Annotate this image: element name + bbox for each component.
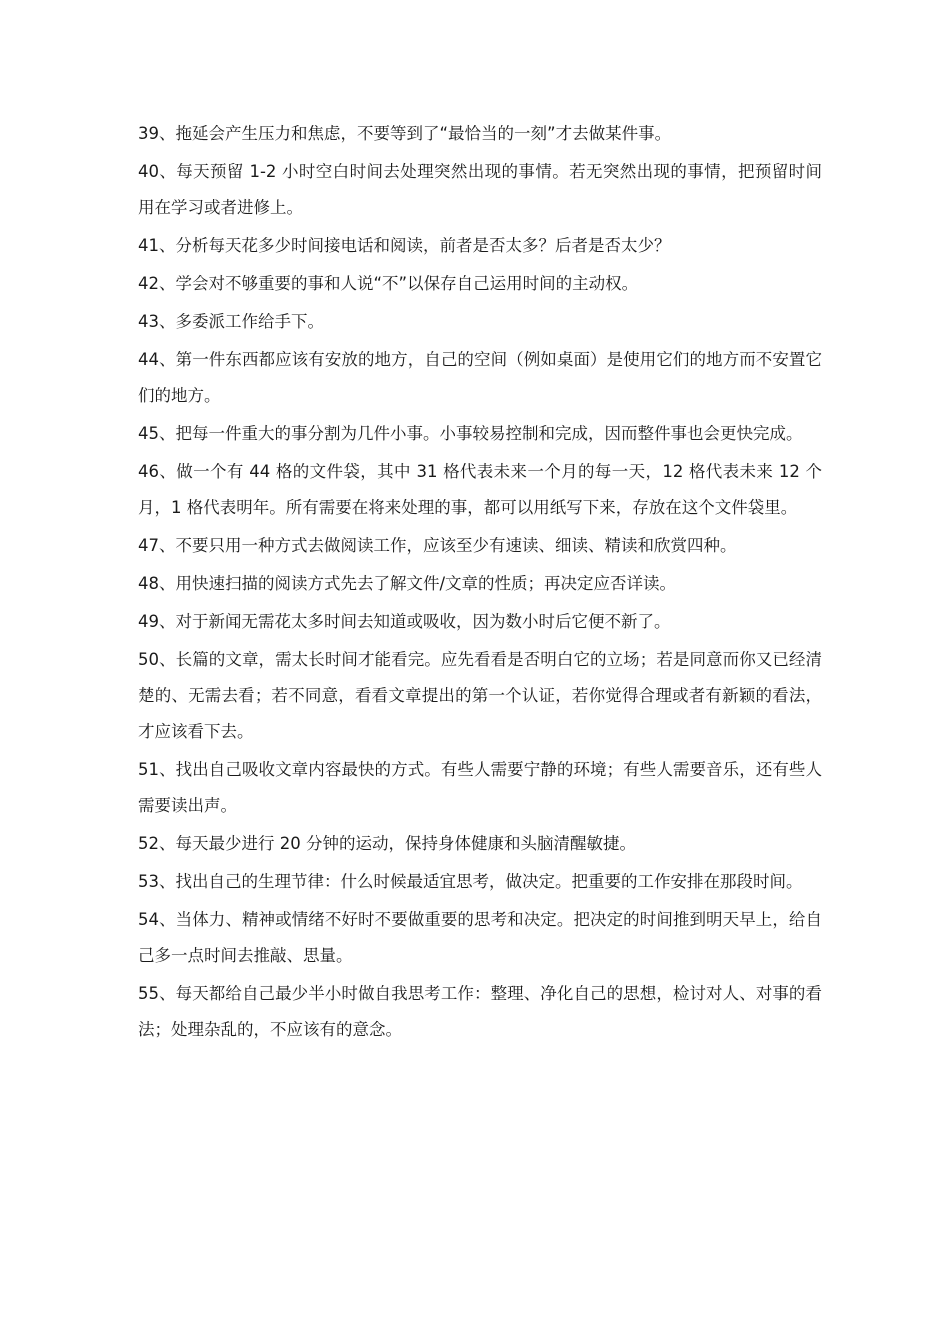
tips-list <box>138 116 822 1050</box>
tip-53: 53、找出自己的生理节律：什么时候最适宜思考，做决定。把重要的工作安排在那段时间。 <box>138 872 803 891</box>
tip-52: 52、每天最少进行 20 分钟的运动，保持身体健康和头脑清醒敏捷。 <box>138 834 636 853</box>
tip-55: 55、每天都给自己最少半小时做自我思考工作：整理、净化自己的思想，检讨对人、对事的看法；处理杂乱的，不应该有的意念。 <box>138 984 822 1039</box>
tip-39: 39、拖延会产生压力和焦虑，不要等到了“最恰当的一刻”才去做某件事。 <box>138 124 672 143</box>
tip-50: 50、长篇的文章，需太长时间才能看完。应先看看是否明白它的立场；若是同意而你又已经清楚的、无需去看；若不同意，看看文章提出的第一个认证，若你觉得合理或者有新颖的看法，才应该看下去。 <box>138 650 822 741</box>
tip-43: 43、多委派工作给手下。 <box>138 312 324 331</box>
tip-46: 46、做一个有 44 格的文件袋，其中 31 格代表未来一个月的每一天，12 格代表未来 12 个月，1 格代表明年。所有需要在将来处理的事，都可以用纸写下来，存放在这个文件袋里。 <box>138 462 822 517</box>
tip-47: 47、不要只用一种方式去做阅读工作，应该至少有速读、细读、精读和欣赏四种。 <box>138 536 737 555</box>
tip-41: 41、分析每天花多少时间接电话和阅读，前者是否太多？后者是否太少？ <box>138 236 671 255</box>
tip-48: 48、用快速扫描的阅读方式先去了解文件/文章的性质；再决定应否详读。 <box>138 574 677 593</box>
tip-51: 51、找出自己吸收文章内容最快的方式。有些人需要宁静的环境；有些人需要音乐，还有些人需要读出声。 <box>138 760 822 815</box>
tip-45: 45、把每一件重大的事分割为几件小事。小事较易控制和完成，因而整件事也会更快完成。 <box>138 424 803 443</box>
tip-40: 40、每天预留 1-2 小时空白时间去处理突然出现的事情。若无突然出现的事情，把预留时间用在学习或者进修上。 <box>138 162 822 217</box>
tip-49: 49、对于新闻无需花太多时间去知道或吸收，因为数小时后它便不新了。 <box>138 612 671 631</box>
tip-42: 42、学会对不够重要的事和人说“不”以保存自己运用时间的主动权。 <box>138 274 639 293</box>
tip-54: 54、当体力、精神或情绪不好时不要做重要的思考和决定。把决定的时间推到明天早上，给自己多一点时间去推敲、思量。 <box>138 910 822 965</box>
tip-44: 44、第一件东西都应该有安放的地方，自己的空间（例如桌面）是使用它们的地方而不安置它们的地方。 <box>138 350 822 405</box>
